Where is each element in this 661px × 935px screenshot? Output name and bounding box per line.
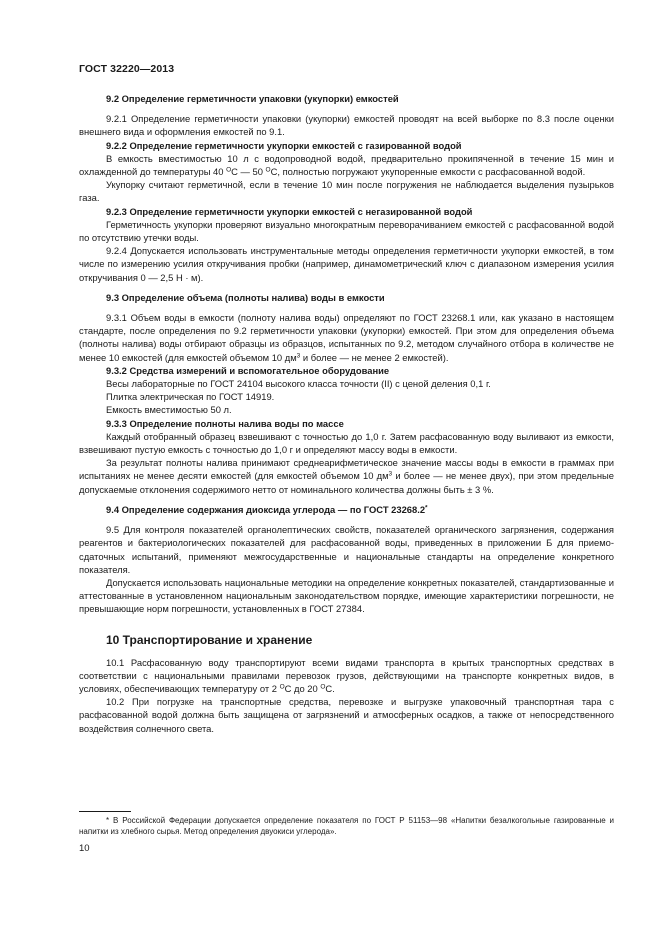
footnote-divider [79, 811, 131, 812]
para-10-2: 10.2 При погрузке на транспортные средства, перевозке и выгрузке упаковочный транспортная тара с расфасованной водой должна быть защищена от загрязнений и атмосферных осадков, а также от непосредственного воздействия солнечного света. [79, 696, 614, 734]
para-9-3-3-b: За результат полноты налива принимают среднеарифметическое значение массы воды в емкости в граммах при испытаниях не менее десяти емкостей (для емкостей объемом 10 $дм^3$ и более — не менее двух), при этом предельные допускаемые отклонения содержимого нетто от номинального количества должны быть ± 3 %. [79, 457, 614, 495]
heading-9-2-3: 9.2.3 Определение герметичности укупорки емкостей с негазированной водой [106, 205, 473, 217]
para-10-1: 10.1 Расфасованную воду транспортируют всеми видами транспорта в крытых транспортных средствах в соответствии с национальными правилами перевозок грузов, действующими на транспорте конкретных видов, в условиях, обеспечивающих температуру от 2 $^О$С до 20 $^О$С. [79, 656, 614, 694]
section-9-2-title: 9.2 Определение герметичности упаковки (укупорки) емкостей [106, 93, 399, 104]
para-9-2-3: Герметичность укупорки проверяют визуально многократным переворачиванием емкостей с расфасованной водой по отсутствию утечки воды. [79, 218, 614, 244]
para-9-2-2-b: Укупорку считают герметичной, если в течение 10 мин после погружения не наблюдается выделения пузырьков газа. [79, 179, 614, 204]
equipment-2: Плитка электрическая по ГОСТ 14919. [106, 391, 275, 403]
section-9-4-title: 9.4 Определение содержания диоксида углерода — по ГОСТ 23268.2* [106, 503, 428, 515]
para-9-5-2: Допускается использовать национальные методики на определение конкретных показателей, стандартизованные и аттестованные в установленном национальным законодательством порядке, имеющие характеристики погрешности, не превышающие норм погрешности, установленных в ГОСТ 27384. [79, 576, 614, 615]
document-body [79, 92, 614, 735]
document-header: ГОСТ 32220—2013 [79, 63, 175, 75]
para-9-2-1: 9.2.1 Определение герметичности упаковки (укупорки) емкостей проводят на всей выборке по 8.3 после оценки внешнего вида и оформления емкостей по 9.1. [79, 113, 614, 138]
footnote: * В Российской Федерации допускается определение показателя по ГОСТ Р 51153—98 «Напитки безалкогольные газированные и напитки из хлебного сырья. Метод определения двуокиси углерода». [79, 816, 614, 836]
para-9-2-4: 9.2.4 Допускается использовать инструментальные методы определения герметичности укупорки емкостей, в том числе по измерению усилия откручивания пробки (например, динамометрический ключ с диапазоном измерения усилия откручивания 0 — 2,5 Н · м). [79, 245, 614, 283]
para-9-3-1: 9.3.1 Объем воды в емкости (полноту налива воды) определяют по ГОСТ 23268.1 или, как указано в настоящем стандарте, после определения по 9.2 герметичности упаковки (укупорки) емкостей. При этом для определения объема (полноты налива) воды отбирают образцы из образцов, испытанных по 9.2, методом случайного отбора в количестве не менее 10 емкостей (для емкостей объемом 10 $дм^3$ и более — не менее 2 емкостей). [79, 312, 614, 363]
page-number: 10 [79, 843, 90, 854]
heading-9-2-2: 9.2.2 Определение герметичности укупорки емкостей с газированной водой [106, 139, 462, 151]
section-9-3-title: 9.3 Определение объема (полноты налива) воды в емкости [106, 291, 385, 303]
section-10-title: 10 Транспортирование и хранение [106, 632, 313, 647]
para-9-2-2-a: В емкость вместимостью 10 л с водопроводной водой, предварительно прокипяченной в течение 15 мин и охлажденной до температуры 40 $^О$С — 50 $^О$С, полностью погружают укупоренные емкости с расфасованной водой. [79, 152, 614, 178]
equipment-3: Емкость вместимостью 50 л. [106, 404, 232, 416]
heading-9-3-3: 9.3.3 Определение полноты налива воды по массе [106, 417, 344, 429]
heading-9-3-2: 9.3.2 Средства измерений и вспомогательное оборудование [106, 364, 390, 376]
para-9-5-1: 9.5 Для контроля показателей органолептических свойств, показателей органического загрязнения, содержания реагентов и бактериологических показателей для расфасованной воды, приведенных в приложении Б для приемо-сдаточных испытаний, применяют межгосударственные и национальные стандарты на определение конкретного показателя. [79, 524, 614, 575]
equipment-1: Весы лабораторные по ГОСТ 24104 высокого класса точности (II) с ценой деления 0,1 г. [106, 378, 491, 390]
para-9-3-3-a: Каждый отобранный образец взвешивают с точностью до 1,0 г. Затем расфасованную воду выливают из емкости, взвешивают пустую емкость с точностью до 1,0 г и определяют массу воды в емкости. [79, 430, 614, 456]
